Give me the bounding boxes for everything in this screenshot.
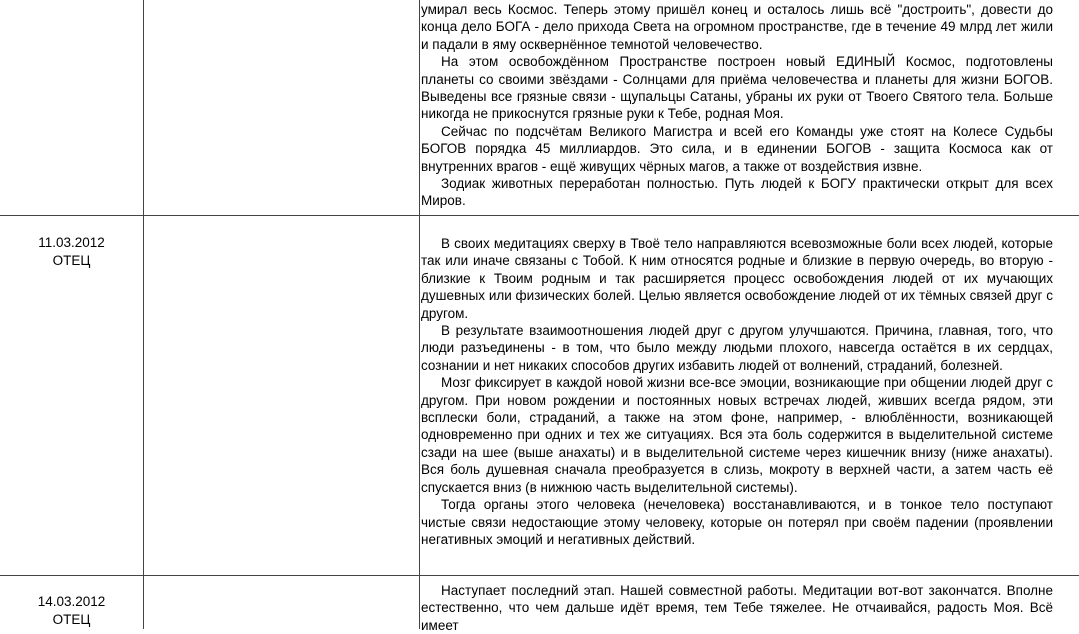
column-divider-empty: [419, 0, 420, 629]
entry-author: ОТЕЦ: [52, 253, 91, 268]
paragraph: Тогда органы этого человека (нечеловека) восстанавливаются, и в тонкое тело поступают чистые связи недостающие этому человеку, которые он потерял при своём падении (проявлении негативных эмоций и негативных действий.: [421, 497, 1053, 547]
row-divider-2: [0, 575, 1079, 576]
paragraph: Наступает последний этап. Нашей совместной работы. Медитации вот-вот закончатся. Вполне естественно, что чем дальше идёт время, тем Тебе тяжелее. Не отчаивайся, радость Моя. Всё имеет: [421, 583, 1053, 633]
row-3-text: [421, 582, 1053, 634]
paragraph: На этом освобождённом Пространстве построен новый ЕДИНЫЙ Космос, подготовлены планеты со своими звёздами - Солнцами для приёма человечества и планеты для жизни БОГОВ. Выведены все грязные связи - щупальцы Сатаны, убраны их руки от Твоего Святого тела. Больше никогда не прикоснутся грязные руки к Тебе, родная Моя.: [421, 54, 1053, 122]
column-divider-date: [143, 0, 144, 629]
paragraph: Сейчас по подсчётам Великого Магистра и всей его Команды уже стоят на Колесе Судьбы БОГОВ порядка 45 миллиардов. Это сила, и в единении БОГОВ - защита Космоса как от внутренних врагов - ещё живущих чёрных магов, а также от воздействия извне.: [421, 123, 1053, 174]
paragraph: В результате взаимоотношения людей друг с другом улучшаются. Причина, главная, того, что люди разъединены - в том, что было между людьми плохого, навсегда остаётся в их сердцах, сознании и нет никаких способов других избавить людей от волнений, страданий, болезней.: [421, 323, 1053, 373]
paragraph: Мозг фиксирует в каждой новой жизни все-все эмоции, возникающие при общении людей друг с другом. При новом рождении и постоянных новых встречах людей, живших всегда рядом, эти всплески боли, страданий, а также на этом фоне, например, - влюблённости, возникающей одновременно при одних и тех же ситуациях. Вся эта боль содержится в выделительной системе сзади на шее (выше анахаты) и в выделительной системе через кишечник внизу (ниже анахаты). Вся боль душевная сначала преобразуется в слизь, мокроту в верхней части, а затем часть её спускается вниз (в нижнюю часть выделительной системы).: [421, 375, 1053, 495]
row-1-text: [421, 1, 1053, 210]
entry-date: 11.03.2012: [38, 235, 105, 250]
paragraph: умирал весь Космос. Теперь этому пришёл конец и осталось лишь всё "достроить", довести до конца дело БОГА - дело прихода Света на огромном пространстве, где в течение 49 млрд лет жили и падали в яму осквернённое темнотой человечество.: [421, 2, 1053, 52]
row-2-date-cell: [0, 234, 143, 270]
entry-date: 14.03.2012: [37, 594, 106, 609]
paragraph: Зодиак животных переработан полностью. Путь людей к БОГУ практически открыт для всех Миров.: [421, 176, 1053, 209]
row-divider-1: [0, 215, 1079, 216]
paragraph: В своих медитациях сверху в Твоё тело направляются всевозможные боли всех людей, которые так или иначе связаны с Тобой. К ним относятся родные и близкие в первую очередь, во вторую - близкие к Твоим родным и так расширяется процесс освобождения людей от их мучающих душевных или физических болей. Целью является освобождение людей от их тёмных связей друг с другом.: [421, 236, 1053, 321]
row-2-text: [421, 235, 1053, 548]
entry-author: ОТЕЦ: [52, 612, 91, 627]
row-3-date-cell: [0, 593, 143, 629]
